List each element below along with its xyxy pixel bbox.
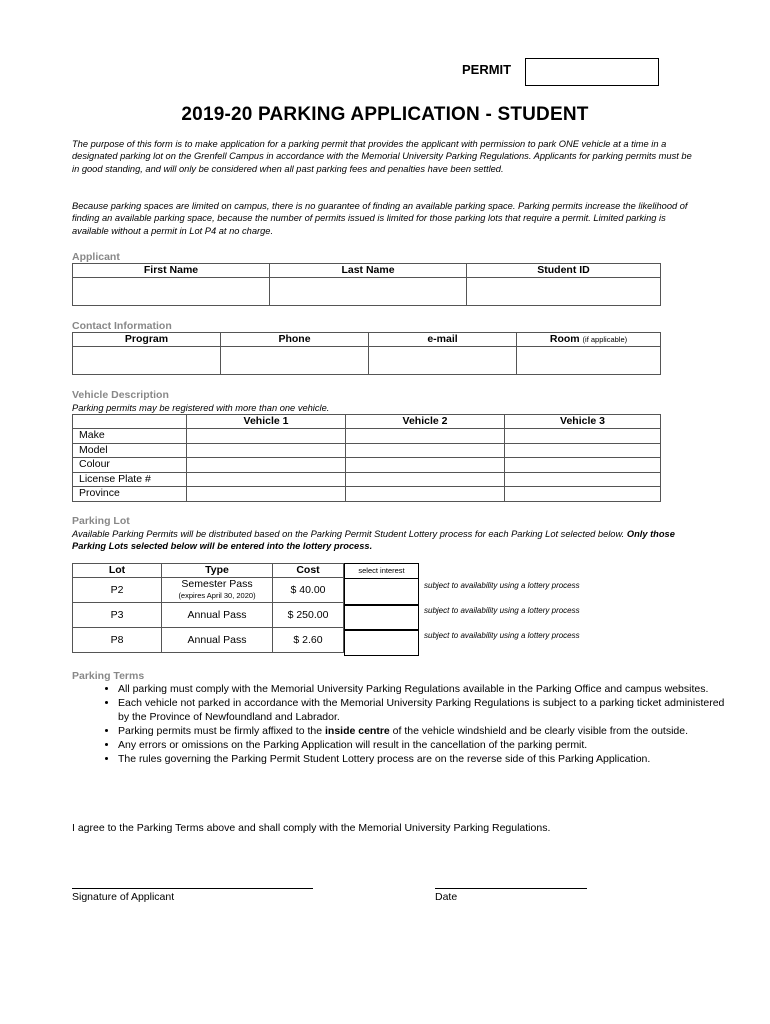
availability-note-p8: subject to availability using a lottery process xyxy=(424,631,580,640)
last-name-field[interactable] xyxy=(270,278,467,306)
term-text: of the vehicle windshield and be clearly visible from the outside. xyxy=(389,725,689,737)
term-text: Parking permits must be firmly affixed to the xyxy=(118,725,325,737)
program-header: Program xyxy=(73,333,221,347)
first-name-header: First Name xyxy=(73,264,270,278)
lot-type xyxy=(162,578,273,603)
term-item: • Each vehicle not parked in accordance with the Memorial University Parking Regulations is subject to a parking ticket administered by the Province of Newfoundland and Labrador. xyxy=(118,696,728,724)
room-field[interactable] xyxy=(517,347,661,375)
term-item xyxy=(118,724,728,738)
province-vehicle-3-field[interactable] xyxy=(505,487,661,502)
vehicle-row-make xyxy=(73,429,661,444)
make-vehicle-2-field[interactable] xyxy=(346,429,505,444)
page-title: 2019-20 PARKING APPLICATION - STUDENT xyxy=(181,104,589,125)
lot-type-label: Semester Pass xyxy=(181,578,253,590)
intro-paragraph-2: Because parking spaces are limited on campus, there is no guarantee of finding an available parking space. Parking permits increase the likelihood of finding an available parking space, because the number of permits issued is limited for those parking lots that require a permit. Limited parking is available without a permit in Lot P4 at no charge. xyxy=(72,201,688,236)
room-header-label: Room xyxy=(549,333,580,345)
select-interest-p2-box[interactable] xyxy=(344,578,419,605)
contact-table xyxy=(72,332,661,375)
signature-label: Signature of Applicant xyxy=(72,891,175,903)
vehicle-3-header: Vehicle 3 xyxy=(505,415,661,429)
province-vehicle-2-field[interactable] xyxy=(346,487,505,502)
colour-vehicle-1-field[interactable] xyxy=(187,458,346,473)
model-vehicle-2-field[interactable] xyxy=(346,443,505,458)
vehicle-2-header: Vehicle 2 xyxy=(346,415,505,429)
row-label: License Plate # xyxy=(73,472,187,487)
terms-heading: Parking Terms xyxy=(72,670,145,682)
lot-row-p8 xyxy=(73,628,344,653)
colour-vehicle-2-field[interactable] xyxy=(346,458,505,473)
select-interest-p8-box[interactable] xyxy=(344,630,419,656)
row-label: Make xyxy=(73,429,187,444)
row-label: Province xyxy=(73,487,187,502)
availability-note-p3: subject to availability using a lottery process xyxy=(424,606,580,615)
vehicle-1-header: Vehicle 1 xyxy=(187,415,346,429)
lot-name: P8 xyxy=(73,628,162,653)
intro-paragraph-1: The purpose of this form is to make application for a parking permit that provides the applicant with permission to park ONE vehicle at a time in a designated parking lot on the Grenfell Campus in accordance with the Memorial University Parking Regulations. Applicants for parking permits must be in good standing, and will only be considered when all past parking fees and penalties have been settled. xyxy=(72,139,692,174)
vehicle-row-province xyxy=(73,487,661,502)
phone-header: Phone xyxy=(221,333,369,347)
select-interest-p3-box[interactable] xyxy=(344,605,419,630)
term-emphasis: inside centre xyxy=(324,725,390,737)
colour-vehicle-3-field[interactable] xyxy=(505,458,661,473)
vehicle-heading: Vehicle Description xyxy=(72,389,169,401)
lot-type: Annual Pass xyxy=(162,628,273,653)
term-item: • All parking must comply with the Memorial University Parking Regulations available in the Parking Office and campus websites. xyxy=(118,682,728,696)
room-note: (if applicable) xyxy=(582,335,628,344)
email-field[interactable] xyxy=(369,347,517,375)
province-vehicle-1-field[interactable] xyxy=(187,487,346,502)
student-id-field[interactable] xyxy=(467,278,661,306)
parking-lot-table xyxy=(72,563,344,653)
vehicle-row-license-plate xyxy=(73,472,661,487)
lot-type: Annual Pass xyxy=(162,603,273,628)
lot-name: P2 xyxy=(73,578,162,603)
lot-name: P3 xyxy=(73,603,162,628)
parking-lot-note-emphasis: Only those Parking Lots selected below will be entered into the lottery process. xyxy=(72,529,675,552)
contact-heading: Contact Information xyxy=(72,320,172,332)
type-header: Type xyxy=(162,564,273,578)
term-item: • The rules governing the Parking Permit Student Lottery process are on the reverse side of this Parking Application. xyxy=(118,752,728,766)
permit-label: PERMIT xyxy=(462,62,512,77)
signature-line[interactable] xyxy=(72,888,313,889)
lot-row-p3 xyxy=(73,603,344,628)
student-id-header: Student ID xyxy=(467,264,661,278)
first-name-field[interactable] xyxy=(73,278,270,306)
lot-header: Lot xyxy=(73,564,162,578)
applicant-table xyxy=(72,263,661,306)
terms-list xyxy=(96,682,728,766)
cost-header: Cost xyxy=(273,564,344,578)
parking-lot-heading: Parking Lot xyxy=(72,515,130,527)
vehicle-note: Parking permits may be registered with more than one vehicle. xyxy=(72,403,330,413)
date-line[interactable] xyxy=(435,888,587,889)
vehicle-table xyxy=(72,414,661,502)
row-label: Model xyxy=(73,443,187,458)
plate-vehicle-3-field[interactable] xyxy=(505,472,661,487)
model-vehicle-3-field[interactable] xyxy=(505,443,661,458)
vehicle-row-model xyxy=(73,443,661,458)
lot-cost: $ 2.60 xyxy=(273,628,344,653)
select-interest-header: select interest xyxy=(344,563,419,578)
lot-cost: $ 250.00 xyxy=(273,603,344,628)
make-vehicle-3-field[interactable] xyxy=(505,429,661,444)
program-field[interactable] xyxy=(73,347,221,375)
make-vehicle-1-field[interactable] xyxy=(187,429,346,444)
phone-field[interactable] xyxy=(221,347,369,375)
room-header xyxy=(517,333,661,347)
availability-note-p2: subject to availability using a lottery process xyxy=(424,581,580,590)
permit-number-field[interactable] xyxy=(525,58,659,86)
model-vehicle-1-field[interactable] xyxy=(187,443,346,458)
lot-type-expiry: (expires April 30, 2020) xyxy=(178,591,256,600)
row-label: Colour xyxy=(73,458,187,473)
plate-vehicle-1-field[interactable] xyxy=(187,472,346,487)
applicant-heading: Applicant xyxy=(72,251,120,263)
plate-vehicle-2-field[interactable] xyxy=(346,472,505,487)
date-label: Date xyxy=(435,891,458,903)
agreement-statement: I agree to the Parking Terms above and shall comply with the Memorial University Parking Regulations. xyxy=(72,822,551,834)
vehicle-corner-header xyxy=(73,415,187,429)
lot-row-p2 xyxy=(73,578,344,603)
term-item: • Any errors or omissions on the Parking Application will result in the cancellation of the parking permit. xyxy=(118,738,728,752)
vehicle-row-colour xyxy=(73,458,661,473)
parking-lot-note xyxy=(72,528,692,553)
lot-cost: $ 40.00 xyxy=(273,578,344,603)
parking-lot-note-text: Available Parking Permits will be distributed based on the Parking Permit Student Lottery process for each Parking Lot selected below. xyxy=(72,529,627,539)
email-header: e-mail xyxy=(369,333,517,347)
last-name-header: Last Name xyxy=(270,264,467,278)
